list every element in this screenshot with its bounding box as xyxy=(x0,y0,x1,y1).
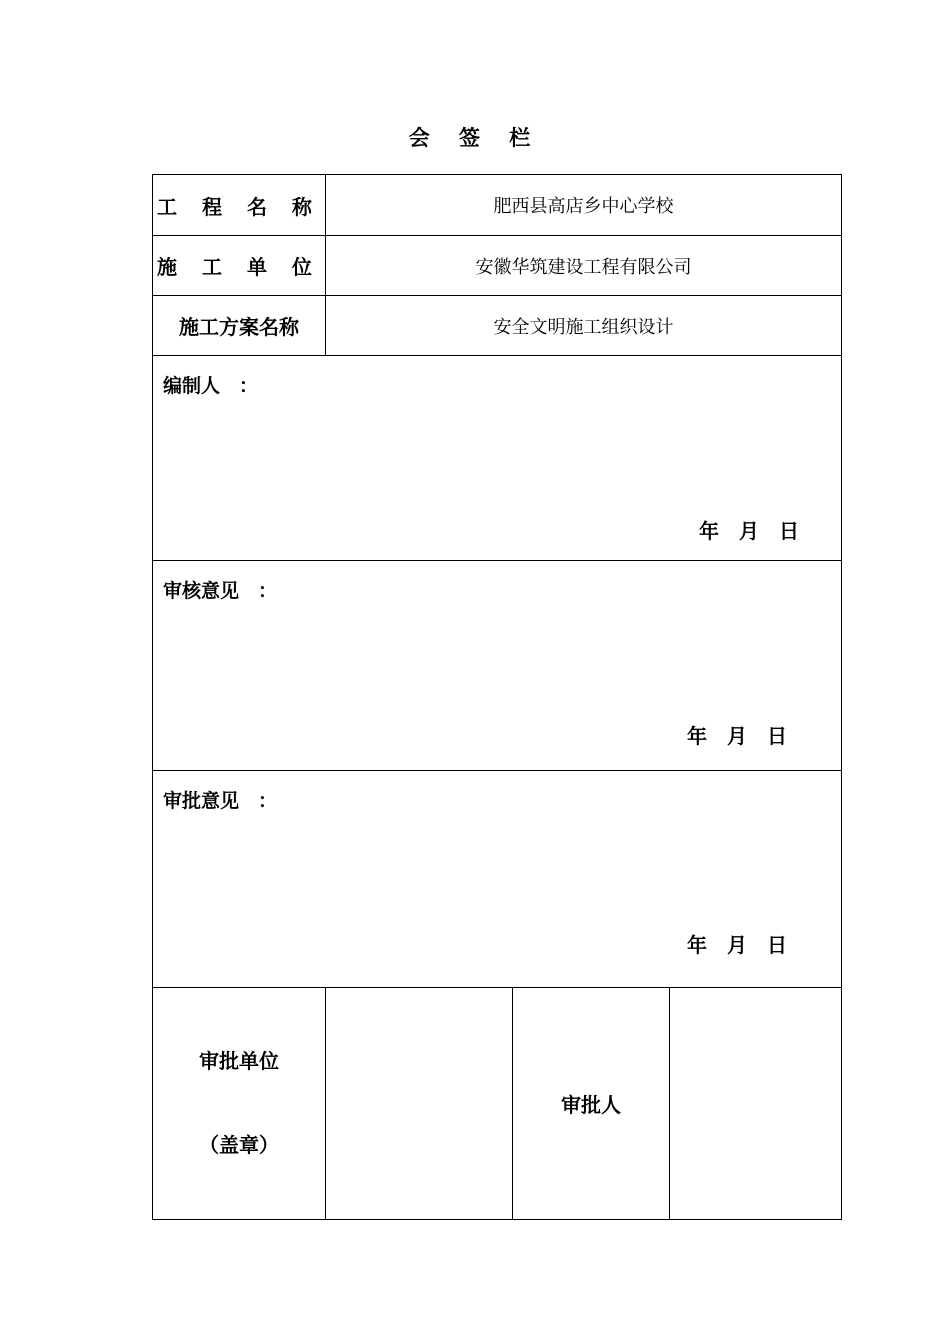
project-name-value: 肥西县高店乡中心学校 xyxy=(493,196,674,217)
row-divider xyxy=(153,355,841,356)
review-date: 年 月 日 xyxy=(687,724,787,748)
approver-label: 审批人 xyxy=(561,1093,621,1117)
contractor-label-cell xyxy=(153,236,325,295)
approver-signature-cell xyxy=(670,988,841,1219)
approval-unit-label: 审批单位 xyxy=(199,1049,279,1073)
plan-name-label-cell xyxy=(153,296,325,355)
seal-label: （盖章） xyxy=(199,1133,279,1157)
row-divider xyxy=(153,770,841,771)
contractor-value-cell xyxy=(326,236,841,295)
page-title: 会 签 栏 xyxy=(408,126,542,150)
approver-label-cell xyxy=(513,988,669,1219)
contractor-label: 施 工 单 位 xyxy=(157,255,321,279)
project-name-value-cell xyxy=(326,175,841,235)
sign-off-table xyxy=(152,174,842,1220)
plan-name-value-cell xyxy=(326,296,841,355)
plan-name-value: 安全文明施工组织设计 xyxy=(493,316,674,338)
review-label: 审核意见 ： xyxy=(163,580,278,602)
project-name-label-cell xyxy=(153,175,325,235)
plan-name-label: 施工方案名称 xyxy=(179,315,299,339)
row-divider xyxy=(153,560,841,561)
project-name-label: 工 程 名 称 xyxy=(157,194,321,219)
compiler-date: 年 月 日 xyxy=(699,519,799,543)
approval-unit-signature-cell xyxy=(326,988,512,1219)
contractor-value: 安徽华筑建设工程有限公司 xyxy=(475,256,692,278)
approval-date: 年 月 日 xyxy=(687,933,787,957)
approval-label: 审批意见 ： xyxy=(163,790,278,812)
compiler-label: 编制人 ： xyxy=(163,375,259,397)
